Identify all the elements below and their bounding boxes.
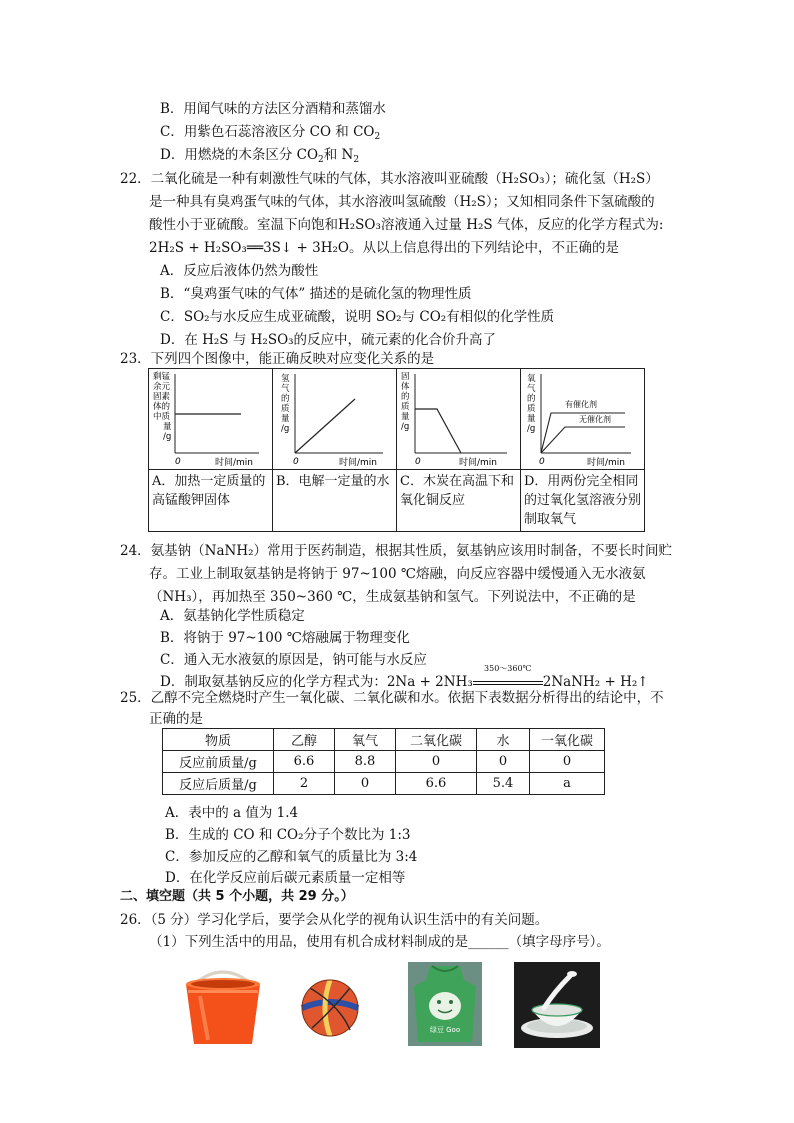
table-cell: 0: [477, 751, 530, 773]
table-cell: 6.6: [274, 751, 335, 773]
table-cell: 6.6: [396, 773, 477, 795]
table-cell: 0: [396, 751, 477, 773]
q24-stem-3: （NH₃），再加热至 350~360 ℃，生成氨基钠和氢气。下列说法中，不正确的是: [149, 589, 636, 605]
svg-text:质: 质: [281, 404, 290, 414]
graph-b: [273, 369, 386, 469]
q22-option-c: C．SO₂与水反应生成亚硫酸，说明 SO₂与 CO₂有相似的化学性质: [160, 309, 555, 325]
svg-text:氧: 氧: [527, 374, 536, 384]
graph-c-cell: [397, 369, 521, 470]
svg-text:/g: /g: [163, 432, 172, 442]
graph-d-label-catalyst: 有催化剂: [565, 400, 597, 409]
graph-c-origin: 0: [415, 457, 421, 467]
table-cell: 反应后质量/g: [163, 773, 274, 795]
plastic-bucket-image: [180, 962, 266, 1048]
svg-text:量: 量: [281, 414, 290, 424]
q22-stem-1: 22．二氧化硫是一种有刺激性气味的气体，其水溶液叫亚硫酸（H₂SO₃）；硫化氢（H₂S）: [120, 171, 659, 187]
graph-b-origin: 0: [293, 457, 299, 467]
q25-option-a: A．表中的 a 值为 1.4: [165, 805, 299, 821]
table-header: 水: [477, 729, 530, 751]
reaction-condition: 350～360℃: [484, 664, 532, 673]
q24-option-a: A．氨基钠化学性质稳定: [160, 608, 305, 624]
svg-text:的: 的: [281, 394, 290, 404]
graph-c-line: [415, 409, 461, 453]
graph-d-cell: [521, 369, 645, 470]
q21-option-c: C．用紫色石蕊溶液区分 CO 和 $CO_2$: [160, 124, 381, 142]
svg-text:体: 体: [401, 382, 410, 392]
svg-text:质: 质: [527, 404, 536, 414]
table-header: 乙醇: [274, 729, 335, 751]
apron-image: [408, 962, 482, 1046]
q25-stem-1: 25．乙醇不完全燃烧时产生一氧化碳、二氧化碳和水。依据下表数据分析得出的结论中，不: [120, 690, 664, 706]
svg-text:/g: /g: [281, 424, 290, 434]
ceramic-bowl-image: [514, 962, 600, 1048]
svg-text:气: 气: [281, 384, 290, 394]
table-cell: 5.4: [477, 773, 530, 795]
q22-option-a: A．反应后液体仍然为酸性: [160, 263, 319, 279]
graph-c-xlabel: 时间/min: [459, 458, 498, 468]
q26-sub1: （1）下列生活中的用品，使用有机合成材料制成的是______（填字母序号）。: [149, 934, 610, 950]
table-header: 二氧化碳: [396, 729, 477, 751]
graph-b-cell: [273, 369, 397, 470]
svg-text:量: 量: [401, 412, 410, 422]
q25-stem-2: 正确的是: [149, 711, 203, 727]
table-cell: 2: [274, 773, 335, 795]
svg-text:体的: 体的: [153, 402, 171, 412]
basketball-image: [300, 978, 360, 1038]
svg-text:固素: 固素: [153, 392, 171, 402]
graph-a-xlabel: 时间/min: [215, 458, 254, 468]
svg-text:/g: /g: [527, 424, 536, 434]
graph-a-cell: [149, 369, 273, 470]
q22-stem-4: 2H₂S + H₂SO₃══3S↓ + 3H₂O。从以上信息得出的下列结论中，不正确的是: [149, 240, 619, 256]
graph-d-origin: 0: [539, 457, 545, 467]
section-title-fill-in: 二、填空题（共 5 个小题，共 29 分。）: [120, 889, 354, 904]
q24-stem-2: 存。工业上制取氨基钠是将钠于 97~100 ℃熔融，向反应容器中缓慢通入无水液氨: [149, 566, 646, 582]
graph-d-label-no-catalyst: 无催化剂: [579, 415, 611, 424]
graph-a: [149, 369, 262, 469]
table-header: 氧气: [335, 729, 396, 751]
graph-b-caption: B．电解一定量的水: [273, 470, 397, 532]
equation-equals: [473, 681, 543, 685]
q24-option-c: C．通入无水液氨的原因是，钠可能与水反应: [160, 652, 427, 668]
table-cell: 8.8: [335, 751, 396, 773]
graph-c: [397, 369, 510, 469]
svg-text:质: 质: [401, 402, 410, 412]
q21-option-d: D．用燃烧的木条区分 $CO_2$和 $N_2$: [160, 147, 360, 165]
graph-d-line-no-catalyst: [541, 427, 625, 453]
q22-option-b: B．“臭鸡蛋气味的气体” 描述的是硫化氢的物理性质: [160, 286, 472, 302]
q25-option-d: D．在化学反应前后碳元素质量一定相等: [165, 870, 406, 886]
svg-text:余元: 余元: [153, 382, 171, 392]
svg-text:固: 固: [401, 372, 410, 382]
q24-stem-1: 24．氨基钠（NaNH₂）常用于医药制造，根据其性质，氨基钠应该用时制备，不要长时间贮: [120, 543, 673, 559]
q26-stem: 26．（5 分）学习化学后，要学会从化学的视角认识生活中的有关问题。: [120, 912, 549, 928]
table-header: 物质: [163, 729, 274, 751]
q25-option-c: C．参加反应的乙醇和氧气的质量比为 3:4: [165, 849, 418, 865]
apron-brand-text: 绿豆 Goo: [429, 1026, 461, 1034]
graph-d-caption: D．用两份完全相同的过氧化氢溶液分别制取氧气: [521, 470, 645, 532]
svg-text:量: 量: [527, 414, 536, 424]
q23-graph-table: [148, 368, 645, 532]
svg-text:气: 气: [527, 384, 536, 394]
table-cell: 0: [530, 751, 605, 773]
svg-text:的: 的: [401, 392, 410, 402]
table-cell: a: [530, 773, 605, 795]
q24-option-d: D．制取氨基钠反应的化学方程式为：2Na + 2NH₃ 350～360℃ 2NaNH₂ + H₂↑: [160, 664, 649, 690]
svg-text:的: 的: [527, 394, 536, 404]
table-row: [163, 751, 605, 773]
table-header: 一氧化碳: [530, 729, 605, 751]
q22-option-d: D．在 H₂S 与 H₂SO₃的反应中，硫元素的化合价升高了: [160, 332, 497, 348]
table-header-row: [163, 729, 605, 751]
q24-option-b: B．将钠于 97~100 ℃熔融属于物理变化: [160, 630, 410, 646]
svg-text:量: 量: [163, 422, 172, 432]
graph-a-origin: 0: [175, 457, 181, 467]
graph-c-caption: C．木炭在高温下和氧化铜反应: [397, 470, 521, 532]
table-cell: 0: [335, 773, 396, 795]
q23-stem: 23．下列四个图像中，能正确反映对应变化关系的是: [120, 351, 435, 367]
q22-stem-2: 是一种具有臭鸡蛋气味的气体，其水溶液叫氢硫酸（H₂S）；又知相同条件下氢硫酸的: [149, 194, 655, 210]
q22-stem-3: 酸性小于亚硫酸。室温下向饱和H₂SO₃溶液通入过量 H₂S 气体，反应的化学方程式为:: [149, 217, 664, 233]
table-cell: 反应前质量/g: [163, 751, 274, 773]
graph-a-caption: A．加热一定质量的高锰酸钾固体: [149, 470, 273, 532]
q25-data-table: [162, 728, 605, 795]
svg-text:/g: /g: [401, 422, 410, 432]
graph-b-line: [295, 399, 355, 453]
svg-text:中质: 中质: [153, 412, 171, 422]
graph-d-xlabel: 时间/min: [587, 458, 626, 468]
graph-a-ylabel-1: 剩锰: [153, 372, 171, 382]
table-row: [163, 773, 605, 795]
graph-b-xlabel: 时间/min: [339, 458, 378, 468]
q25-option-b: B．生成的 CO 和 CO₂分子个数比为 1:3: [165, 827, 411, 843]
q21-option-b: B．用闻气味的方法区分酒精和蒸馏水: [160, 101, 386, 117]
svg-text:氢: 氢: [281, 374, 290, 384]
graph-d: [521, 369, 634, 469]
